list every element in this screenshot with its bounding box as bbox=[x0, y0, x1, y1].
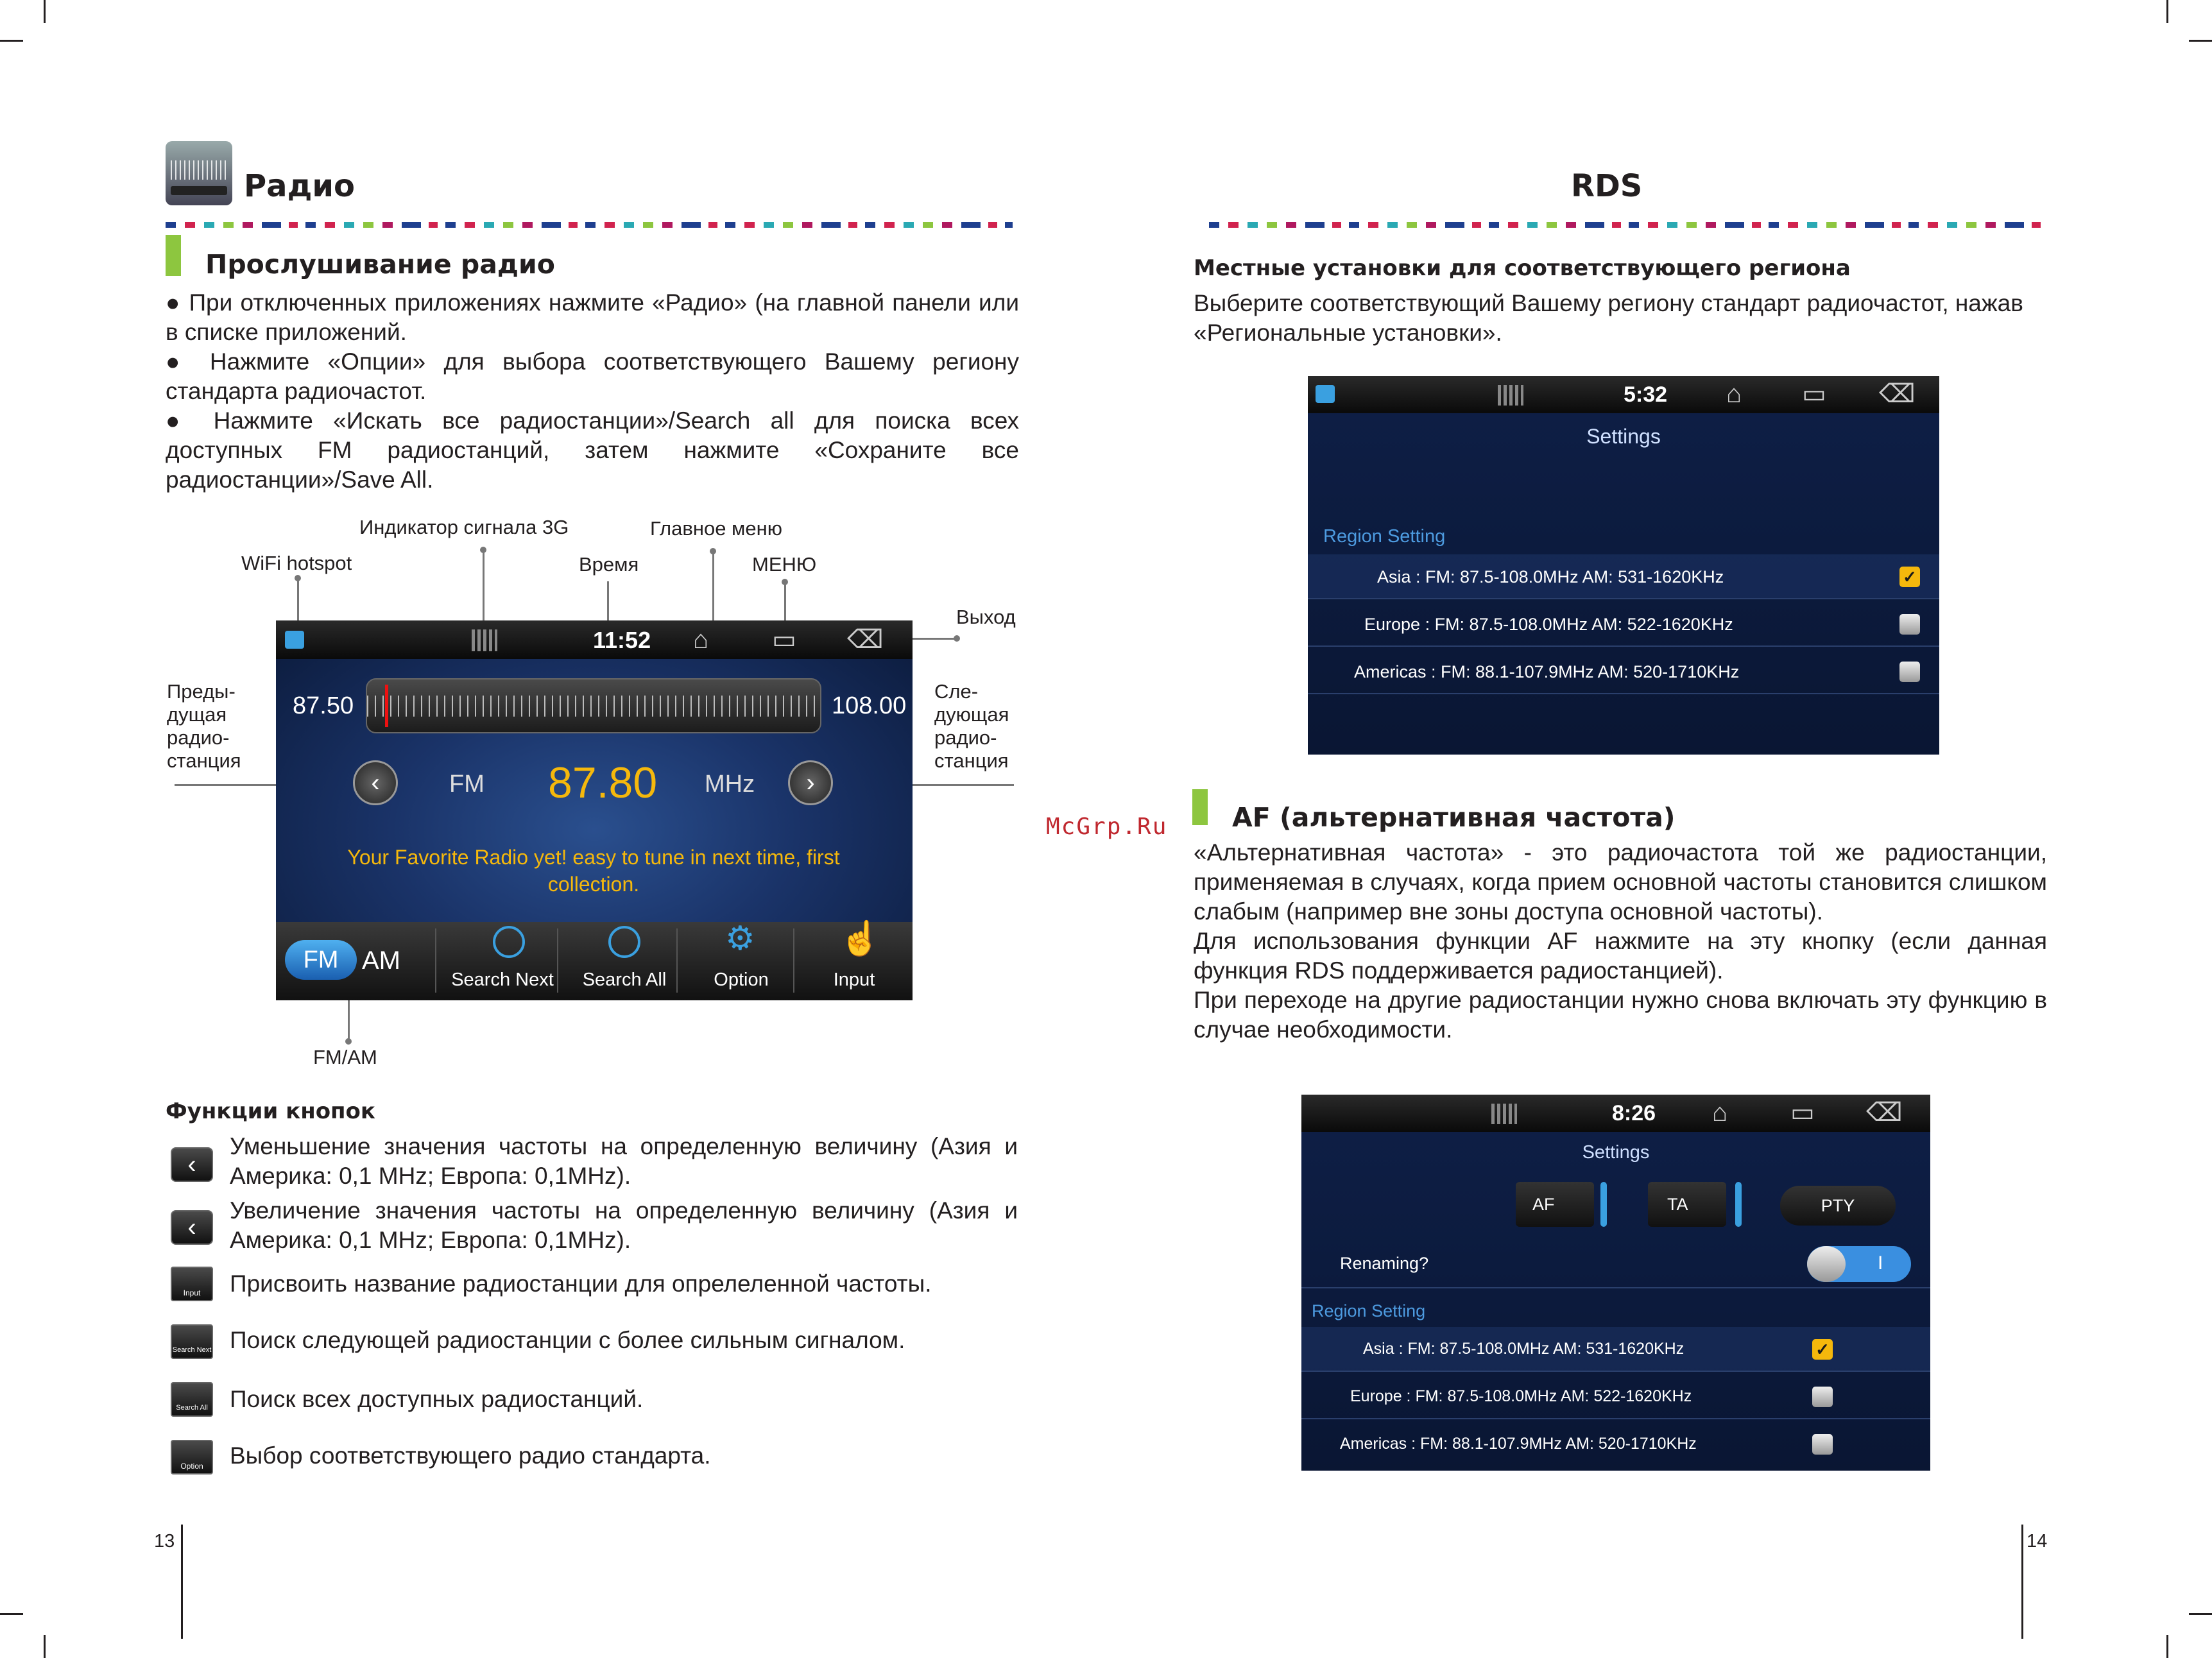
radio-app-icon bbox=[166, 141, 232, 205]
page-title-rds: RDS bbox=[1571, 168, 1643, 204]
page-number-right: 14 bbox=[2027, 1531, 2048, 1551]
section-title-af: AF (альтернативная частота) bbox=[1232, 802, 1676, 833]
search-all-icon bbox=[608, 926, 640, 958]
clock: 8:26 bbox=[1612, 1101, 1656, 1125]
crop-mark bbox=[0, 1613, 23, 1615]
back-icon[interactable]: ⌫ bbox=[1879, 380, 1916, 408]
leader-dot bbox=[345, 1038, 352, 1045]
section-marker bbox=[166, 235, 181, 276]
home-icon[interactable]: ⌂ bbox=[693, 626, 709, 654]
signal-3g-icon bbox=[1491, 1104, 1517, 1124]
callout-fm-am: FM/AM bbox=[313, 1046, 377, 1068]
leader-dot bbox=[710, 548, 716, 554]
pty-button[interactable]: PTY bbox=[1780, 1186, 1896, 1226]
checkbox-checked-icon[interactable]: ✓ bbox=[1812, 1339, 1833, 1360]
region-row-label: Europe : FM: 87.5-108.0MHz AM: 522-1620KHz bbox=[1364, 615, 1733, 634]
page-rule bbox=[181, 1525, 183, 1639]
leader-dot bbox=[782, 579, 788, 585]
fm-button[interactable]: FM bbox=[285, 940, 357, 980]
leader-line bbox=[607, 581, 609, 622]
region-row-asia[interactable] bbox=[1308, 554, 1939, 599]
region-setting-label: Region Setting bbox=[1323, 526, 1446, 547]
toolbar-divider bbox=[793, 928, 794, 993]
input-hand-icon: ☝ bbox=[839, 920, 881, 957]
region-setting-label: Region Setting bbox=[1312, 1301, 1426, 1320]
region-title: Местные установки для соответствующего региона bbox=[1194, 255, 1851, 281]
tuner-needle bbox=[385, 685, 388, 727]
function-increase-text: Увеличение значения частоты на определенную величину (Азия и Америка: 0,1 MHz; Европа: 0,1MHz). bbox=[230, 1197, 1018, 1253]
freq-min: 87.50 bbox=[293, 692, 354, 719]
search-all-icon: Search All bbox=[171, 1382, 213, 1417]
checkbox-icon[interactable] bbox=[1899, 662, 1920, 682]
af-paragraph-2: Для использования функции AF нажмите на эту кнопку (если данная функция RDS поддерживается радиостанцией). bbox=[1194, 928, 2047, 984]
page-number-left: 13 bbox=[154, 1531, 175, 1551]
menu-icon[interactable]: ▭ bbox=[772, 626, 796, 654]
search-next-icon bbox=[493, 926, 525, 958]
radio-message: Your Favorite Radio yet! easy to tune in next time, first collection. bbox=[347, 846, 840, 896]
callout-time: Время bbox=[579, 553, 639, 576]
chevron-right-icon: › bbox=[806, 769, 815, 797]
callout-wifi: WiFi hotspot bbox=[241, 552, 352, 574]
toggle-knob bbox=[1807, 1246, 1846, 1282]
section-marker bbox=[1192, 789, 1208, 825]
toolbar-divider bbox=[676, 928, 678, 993]
tuner-scale[interactable] bbox=[366, 678, 821, 733]
callout-main-menu: Главное меню bbox=[650, 517, 782, 540]
input-icon: Input bbox=[171, 1267, 213, 1301]
function-decrease-text: Уменьшение значения частоты на определенную величину (Азия и Америка: 0,1 MHz; Европа: 0,1MHz). bbox=[230, 1133, 1018, 1189]
am-button[interactable]: AM bbox=[362, 946, 400, 975]
next-station-button[interactable] bbox=[788, 760, 833, 805]
wifi-hotspot-icon bbox=[1316, 385, 1335, 403]
radio-screen bbox=[276, 620, 913, 1000]
settings-screen-af bbox=[1301, 1095, 1930, 1471]
af-paragraph-3: При переходе на другие радиостанции нужно снова включать эту функцию в случае необходимости. bbox=[1194, 987, 2047, 1043]
clock: 5:32 bbox=[1624, 382, 1668, 407]
checkbox-icon[interactable] bbox=[1812, 1387, 1833, 1407]
ta-button[interactable]: TA bbox=[1648, 1182, 1726, 1227]
toolbar-divider bbox=[435, 928, 436, 993]
home-icon[interactable]: ⌂ bbox=[1726, 380, 1742, 408]
status-bar bbox=[1308, 376, 1939, 413]
callout-next-station: Сле- дующая радио- станция bbox=[934, 680, 1009, 772]
signal-3g-icon bbox=[1498, 385, 1523, 406]
intro-paragraph-2: ● Нажмите «Опции» для выбора соответствующего Вашему региону стандарта радиочастот. bbox=[166, 348, 1019, 404]
af-switch-indicator bbox=[1600, 1182, 1607, 1227]
checkbox-icon[interactable] bbox=[1812, 1434, 1833, 1455]
region-row-americas[interactable] bbox=[1308, 649, 1939, 694]
leader-line bbox=[712, 551, 714, 622]
toggle-label: I bbox=[1878, 1252, 1883, 1274]
crop-mark bbox=[2189, 1613, 2212, 1615]
back-icon[interactable]: ⌫ bbox=[847, 626, 884, 654]
region-row-europe[interactable] bbox=[1301, 1374, 1930, 1419]
back-icon[interactable]: ⌫ bbox=[1866, 1098, 1903, 1127]
crop-mark bbox=[2166, 1635, 2168, 1658]
region-row-label: Americas : FM: 88.1-107.9MHz AM: 520-1710KHz bbox=[1354, 662, 1740, 681]
menu-icon[interactable]: ▭ bbox=[1790, 1098, 1815, 1127]
status-bar bbox=[1301, 1095, 1930, 1132]
af-button[interactable]: AF bbox=[1516, 1182, 1594, 1227]
function-search-next-text: Поиск следующей радиостанции с более сильным сигналом. bbox=[230, 1327, 905, 1353]
band-label: FM bbox=[449, 771, 484, 798]
dashed-divider bbox=[1209, 222, 2043, 228]
af-paragraph-1: «Альтернативная частота» - это радиочастота той же радиостанции, применяемая в случаях, когда прием основной частоты становится слишком слабым (например вне зоны доступа основной частоты). bbox=[1194, 839, 2047, 925]
toolbar-divider bbox=[557, 928, 558, 993]
current-frequency: 87.80 bbox=[548, 758, 658, 807]
checkbox-checked-icon[interactable]: ✓ bbox=[1899, 567, 1920, 587]
region-row-europe[interactable] bbox=[1308, 602, 1939, 647]
function-input-text: Присвоить название радиостанции для опрелеленной частоты. bbox=[230, 1270, 932, 1297]
dashed-divider bbox=[166, 222, 1013, 228]
leader-dot bbox=[480, 547, 486, 553]
intro-paragraph-3: ● Нажмите «Искать все радиостанции»/Search all для поиска всех доступных FM радиостанций, затем нажмите «Сохраните все радиостанции»/Save All. bbox=[166, 407, 1019, 493]
freq-max: 108.00 bbox=[832, 692, 907, 719]
renaming-label: Renaming? bbox=[1340, 1254, 1429, 1273]
home-icon[interactable]: ⌂ bbox=[1712, 1098, 1728, 1127]
leader-line bbox=[784, 581, 786, 626]
callout-prev-station: Преды- дущая радио- станция bbox=[167, 680, 241, 772]
signal-3g-icon bbox=[472, 629, 497, 651]
region-text: Выберите соответствующий Вашему региону стандарт радиочастот, нажав «Региональные установки». bbox=[1194, 290, 2023, 346]
section-title-listening: Прослушивание радио bbox=[205, 249, 555, 280]
callout-exit: Выход bbox=[956, 606, 1016, 628]
callout-3g-indicator: Индикатор сигнала 3G bbox=[359, 516, 569, 538]
settings-screen-region bbox=[1308, 376, 1939, 755]
status-bar bbox=[276, 620, 913, 659]
option-gear-icon: ⚙ bbox=[725, 920, 755, 957]
leader-line bbox=[483, 549, 484, 622]
crop-mark bbox=[0, 40, 23, 42]
region-row-asia[interactable] bbox=[1301, 1327, 1930, 1372]
crop-mark bbox=[44, 0, 46, 23]
radio-toolbar bbox=[276, 922, 913, 1000]
intro-text bbox=[166, 288, 1019, 495]
page-rule bbox=[2021, 1525, 2023, 1639]
watermark: McGrp.Ru bbox=[1046, 814, 1168, 840]
region-row-label: Europe : FM: 87.5-108.0MHz AM: 522-1620KHz bbox=[1350, 1387, 1692, 1405]
crop-mark bbox=[2166, 0, 2168, 23]
function-search-all-text: Поиск всех доступных радиостанций. bbox=[230, 1386, 644, 1412]
frequency-unit: MHz bbox=[705, 771, 755, 798]
search-next-button[interactable]: Search Next bbox=[451, 970, 554, 990]
wifi-hotspot-icon[interactable] bbox=[285, 631, 304, 649]
prev-arrow-icon: ‹ bbox=[171, 1147, 213, 1182]
checkbox-icon[interactable] bbox=[1899, 614, 1920, 635]
af-text bbox=[1194, 838, 2047, 1045]
region-row-americas[interactable] bbox=[1301, 1422, 1930, 1467]
region-row-label: Asia : FM: 87.5-108.0MHz AM: 531-1620KHz bbox=[1377, 567, 1724, 586]
leader-line bbox=[297, 577, 299, 622]
input-button[interactable]: Input bbox=[833, 970, 875, 990]
intro-paragraph-1: ● При отключенных приложениях нажмите «Радио» (на главной панели или в списке приложений. bbox=[166, 289, 1019, 345]
option-icon: Option bbox=[171, 1440, 213, 1474]
function-option-text: Выбор соответствующего радио стандарта. bbox=[230, 1442, 711, 1469]
leader-dot bbox=[295, 575, 301, 581]
settings-title: Settings bbox=[1582, 1142, 1650, 1163]
crop-mark bbox=[2189, 40, 2212, 42]
region-row-label: Americas : FM: 88.1-107.9MHz AM: 520-1710KHz bbox=[1340, 1435, 1697, 1453]
next-arrow-icon: ‹ bbox=[171, 1210, 213, 1245]
search-all-button[interactable]: Search All bbox=[582, 970, 667, 990]
functions-title: Функции кнопок bbox=[166, 1098, 375, 1124]
search-next-icon: Search Next bbox=[171, 1324, 213, 1359]
callout-menu: МЕНЮ bbox=[752, 553, 817, 576]
page-title-radio: Радио bbox=[244, 168, 355, 204]
renaming-row bbox=[1301, 1240, 1930, 1288]
option-button[interactable]: Option bbox=[714, 970, 769, 990]
crop-mark bbox=[44, 1635, 46, 1658]
region-row-label: Asia : FM: 87.5-108.0MHz AM: 531-1620KHz bbox=[1363, 1340, 1685, 1358]
menu-icon[interactable]: ▭ bbox=[1802, 380, 1826, 408]
settings-title: Settings bbox=[1586, 425, 1661, 448]
ta-switch-indicator bbox=[1735, 1182, 1742, 1227]
renaming-toggle[interactable] bbox=[1807, 1246, 1911, 1282]
chevron-left-icon: ‹ bbox=[371, 769, 380, 797]
clock: 11:52 bbox=[593, 627, 651, 653]
leader-dot bbox=[954, 635, 960, 642]
prev-station-button[interactable] bbox=[353, 760, 398, 805]
